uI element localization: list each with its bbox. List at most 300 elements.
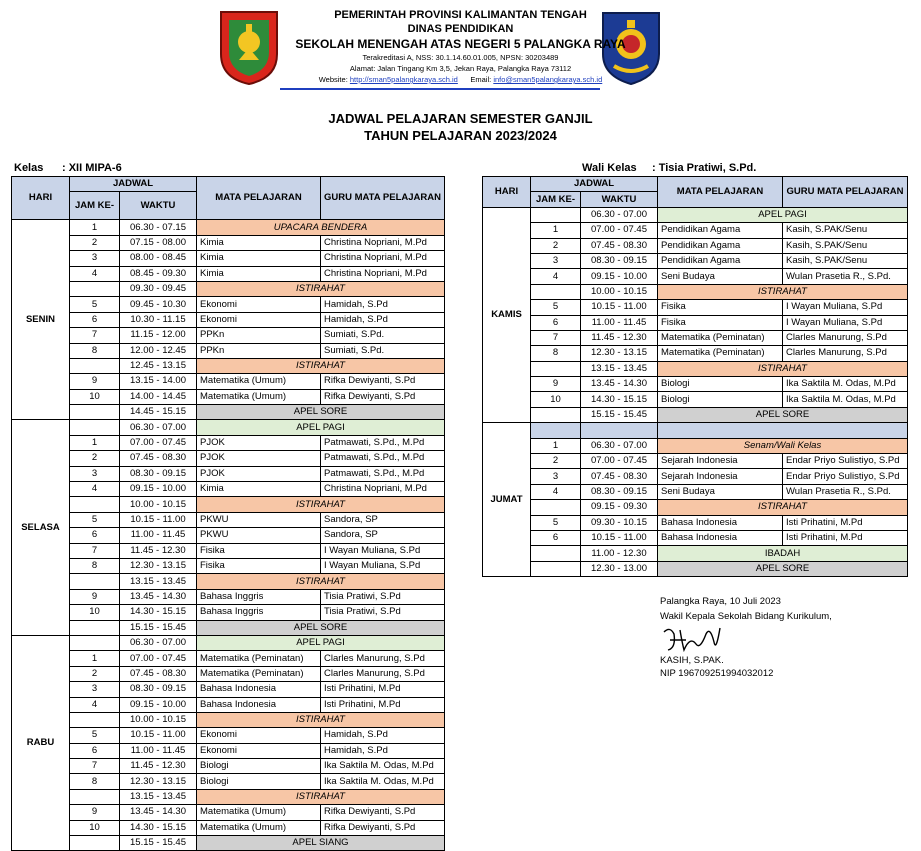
waktu-cell: 11.00 - 11.45 bbox=[120, 743, 197, 758]
guru-cell: Sumiati, S.Pd. bbox=[321, 343, 445, 358]
table-row bbox=[12, 743, 445, 758]
guru-cell: Kasih, S.PAK/Senu bbox=[783, 253, 908, 268]
jam-cell: 1 bbox=[70, 651, 120, 666]
table-row bbox=[12, 512, 445, 527]
waktu-cell: 15.15 - 15.45 bbox=[581, 407, 658, 422]
waktu-cell: 07.00 - 07.45 bbox=[581, 454, 658, 469]
mapel-cell: Bahasa Indonesia bbox=[658, 530, 783, 545]
table-row bbox=[483, 546, 908, 561]
waktu-cell: 07.45 - 08.30 bbox=[120, 451, 197, 466]
jam-cell bbox=[531, 407, 581, 422]
jam-cell: 9 bbox=[70, 374, 120, 389]
mapel-cell: Kimia bbox=[197, 482, 321, 497]
mapel-cell: PKWU bbox=[197, 512, 321, 527]
table-row bbox=[12, 220, 445, 235]
table-row bbox=[483, 377, 908, 392]
jam-cell: 8 bbox=[70, 558, 120, 573]
jam-cell: 10 bbox=[70, 605, 120, 620]
waktu-cell: 15.15 - 15.45 bbox=[120, 836, 197, 851]
table-row bbox=[12, 666, 445, 681]
guru-cell: Kasih, S.PAK/Senu bbox=[783, 223, 908, 238]
jam-cell: 5 bbox=[531, 300, 581, 315]
waktu-cell: 09.30 - 09.45 bbox=[120, 281, 197, 296]
waktu-cell: 13.45 - 14.30 bbox=[120, 805, 197, 820]
guru-cell: I Wayan Muliana, S.Pd bbox=[783, 315, 908, 330]
table-row bbox=[12, 528, 445, 543]
jam-cell: 1 bbox=[531, 223, 581, 238]
table-row bbox=[483, 269, 908, 284]
mapel-cell: Pendidikan Agama bbox=[658, 253, 783, 268]
header-jam: JAM KE- bbox=[70, 192, 120, 220]
mapel-cell: Pendidikan Agama bbox=[658, 223, 783, 238]
table-row bbox=[12, 328, 445, 343]
table-row bbox=[483, 561, 908, 576]
guru-cell: Sandora, SP bbox=[321, 512, 445, 527]
mapel-cell: PJOK bbox=[197, 451, 321, 466]
waktu-cell: 07.00 - 07.45 bbox=[581, 223, 658, 238]
guru-cell: Isti Prihatini, M.Pd bbox=[783, 515, 908, 530]
table-row bbox=[483, 361, 908, 376]
jam-cell bbox=[70, 620, 120, 635]
website-label: Website: bbox=[318, 75, 348, 84]
waktu-cell: 07.00 - 07.45 bbox=[120, 651, 197, 666]
letterhead-line1: PEMERINTAH PROVINSI KALIMANTAN TENGAH bbox=[334, 9, 587, 21]
event-cell: ISTIRAHAT bbox=[658, 500, 908, 515]
jam-cell: 2 bbox=[531, 454, 581, 469]
table-row bbox=[12, 543, 445, 558]
jam-cell bbox=[70, 635, 120, 650]
waktu-cell: 09.30 - 10.15 bbox=[581, 515, 658, 530]
guru-cell: Rifka Dewiyanti, S.Pd bbox=[321, 374, 445, 389]
mapel-cell: Ekonomi bbox=[197, 728, 321, 743]
mapel-cell: Bahasa Indonesia bbox=[197, 697, 321, 712]
table-row bbox=[12, 789, 445, 804]
table-row bbox=[483, 530, 908, 545]
table-row bbox=[12, 820, 445, 835]
event-cell: UPACARA BENDERA bbox=[197, 220, 445, 235]
guru-cell: Christina Nopriani, M.Pd bbox=[321, 482, 445, 497]
mapel-cell: Fisika bbox=[197, 558, 321, 573]
header-guru: GURU MATA PELAJARAN bbox=[321, 177, 445, 220]
waktu-cell: 06.30 - 07.00 bbox=[120, 420, 197, 435]
jam-cell: 5 bbox=[70, 728, 120, 743]
jam-cell bbox=[70, 712, 120, 727]
mapel-cell: Matematika (Peminatan) bbox=[658, 330, 783, 345]
table-row bbox=[12, 343, 445, 358]
event-cell: ISTIRAHAT bbox=[197, 281, 445, 296]
jam-cell: 6 bbox=[70, 528, 120, 543]
table-row bbox=[12, 605, 445, 620]
jam-cell: 5 bbox=[70, 512, 120, 527]
guru-cell: Christina Nopriani, M.Pd bbox=[321, 235, 445, 250]
mapel-cell: PPKn bbox=[197, 328, 321, 343]
header-jam: JAM KE- bbox=[531, 192, 581, 207]
jam-cell: 5 bbox=[531, 515, 581, 530]
event-cell: ISTIRAHAT bbox=[197, 497, 445, 512]
mapel-cell: PJOK bbox=[197, 466, 321, 481]
guru-cell: Hamidah, S.Pd bbox=[321, 743, 445, 758]
jam-cell: 1 bbox=[70, 220, 120, 235]
event-cell: ISTIRAHAT bbox=[197, 712, 445, 727]
event-cell: APEL SORE bbox=[197, 405, 445, 420]
guru-cell: Ika Saktila M. Odas, M.Pd bbox=[321, 759, 445, 774]
mapel-cell: Bahasa Inggris bbox=[197, 605, 321, 620]
mapel-cell: Bahasa Indonesia bbox=[658, 515, 783, 530]
waktu-cell: 14.00 - 14.45 bbox=[120, 389, 197, 404]
jam-cell: 4 bbox=[70, 482, 120, 497]
jam-cell: 7 bbox=[70, 759, 120, 774]
day-cell: RABU bbox=[12, 635, 70, 850]
waktu-cell: 10.15 - 11.00 bbox=[581, 300, 658, 315]
waktu-cell: 14.30 - 15.15 bbox=[581, 392, 658, 407]
table-row bbox=[12, 558, 445, 573]
table-row bbox=[483, 330, 908, 345]
jam-cell bbox=[531, 561, 581, 576]
table-row bbox=[483, 438, 908, 453]
jam-cell bbox=[70, 420, 120, 435]
mapel-cell: PPKn bbox=[197, 343, 321, 358]
table-row bbox=[12, 728, 445, 743]
waktu-cell: 13.45 - 14.30 bbox=[120, 589, 197, 604]
header-hari: HARI bbox=[483, 177, 531, 208]
waktu-cell: 15.15 - 15.45 bbox=[120, 620, 197, 635]
waktu-cell: 09.45 - 10.30 bbox=[120, 297, 197, 312]
jam-cell bbox=[531, 546, 581, 561]
jam-cell bbox=[531, 207, 581, 222]
guru-cell: Patmawati, S.Pd., M.Pd bbox=[321, 466, 445, 481]
kelas-label: Kelas bbox=[14, 162, 44, 174]
jam-cell: 4 bbox=[531, 269, 581, 284]
table-row bbox=[12, 251, 445, 266]
mapel-cell: PJOK bbox=[197, 435, 321, 450]
waktu-cell: 09.15 - 10.00 bbox=[581, 269, 658, 284]
email-label: Email: bbox=[470, 75, 492, 84]
header-waktu: WAKTU bbox=[581, 192, 658, 207]
waktu-cell: 12.30 - 13.00 bbox=[581, 561, 658, 576]
mapel-cell: Ekonomi bbox=[197, 312, 321, 327]
waktu-cell: 11.45 - 12.30 bbox=[581, 330, 658, 345]
jam-cell bbox=[70, 281, 120, 296]
waktu-cell: 08.30 - 09.15 bbox=[581, 484, 658, 499]
jam-cell: 6 bbox=[531, 530, 581, 545]
header-mapel: MATA PELAJARAN bbox=[197, 177, 321, 220]
jam-cell: 7 bbox=[531, 330, 581, 345]
waktu-cell: 08.45 - 09.30 bbox=[120, 266, 197, 281]
mapel-cell: PKWU bbox=[197, 528, 321, 543]
mapel-cell: Pendidikan Agama bbox=[658, 238, 783, 253]
table-row bbox=[12, 574, 445, 589]
jam-cell: 8 bbox=[70, 774, 120, 789]
guru-cell: I Wayan Muliana, S.Pd bbox=[321, 558, 445, 573]
jam-cell: 4 bbox=[531, 484, 581, 499]
guru-cell: Hamidah, S.Pd bbox=[321, 312, 445, 327]
mapel-cell: Matematika (Peminatan) bbox=[197, 666, 321, 681]
table-row bbox=[12, 774, 445, 789]
guru-cell: Isti Prihatini, M.Pd bbox=[321, 682, 445, 697]
jam-cell: 3 bbox=[531, 469, 581, 484]
guru-cell: Rifka Dewiyanti, S.Pd bbox=[321, 820, 445, 835]
event-cell: APEL SORE bbox=[197, 620, 445, 635]
mapel-cell: Fisika bbox=[658, 315, 783, 330]
guru-cell: Christina Nopriani, M.Pd bbox=[321, 251, 445, 266]
guru-cell: Clarles Manurung, S.Pd bbox=[783, 330, 908, 345]
waktu-cell: 09.15 - 10.00 bbox=[120, 697, 197, 712]
table-row bbox=[12, 420, 445, 435]
table-row bbox=[12, 435, 445, 450]
jam-cell: 2 bbox=[70, 235, 120, 250]
waktu-cell: 13.15 - 13.45 bbox=[120, 574, 197, 589]
waktu-cell: 08.00 - 08.45 bbox=[120, 251, 197, 266]
table-row bbox=[12, 620, 445, 635]
jam-cell: 3 bbox=[70, 682, 120, 697]
guru-cell: I Wayan Muliana, S.Pd bbox=[783, 300, 908, 315]
jam-cell bbox=[531, 361, 581, 376]
mapel-cell: Matematika (Peminatan) bbox=[658, 346, 783, 361]
guru-cell: Tisia Pratiwi, S.Pd bbox=[321, 589, 445, 604]
mapel-cell: Seni Budaya bbox=[658, 269, 783, 284]
guru-cell: Tisia Pratiwi, S.Pd bbox=[321, 605, 445, 620]
letterhead-divider bbox=[280, 88, 600, 90]
jam-cell: 4 bbox=[70, 266, 120, 281]
table-row bbox=[12, 451, 445, 466]
letterhead-school-name: SEKOLAH MENENGAH ATAS NEGERI 5 PALANGKA RAYA bbox=[295, 37, 626, 51]
waktu-cell: 10.15 - 11.00 bbox=[581, 530, 658, 545]
guru-cell: Endar Priyo Sulistiyo, S.Pd bbox=[783, 469, 908, 484]
table-row bbox=[12, 297, 445, 312]
jam-cell: 6 bbox=[70, 743, 120, 758]
table-row bbox=[12, 712, 445, 727]
mapel-cell: Ekonomi bbox=[197, 743, 321, 758]
waktu-cell: 13.15 - 14.00 bbox=[120, 374, 197, 389]
guru-cell: Rifka Dewiyanti, S.Pd bbox=[321, 389, 445, 404]
waktu-cell: 07.00 - 07.45 bbox=[120, 435, 197, 450]
day-cell: SELASA bbox=[12, 420, 70, 635]
event-cell: Senam/Wali Kelas bbox=[658, 438, 908, 453]
jam-cell bbox=[531, 423, 581, 438]
table-row bbox=[12, 651, 445, 666]
guru-cell: Ika Saktila M. Odas, M.Pd bbox=[783, 377, 908, 392]
mapel-cell: Matematika (Umum) bbox=[197, 820, 321, 835]
table-row bbox=[12, 466, 445, 481]
table-row bbox=[483, 346, 908, 361]
waktu-cell: 08.30 - 09.15 bbox=[120, 682, 197, 697]
jam-cell bbox=[70, 836, 120, 851]
jam-cell: 9 bbox=[531, 377, 581, 392]
waktu-cell: 12.00 - 12.45 bbox=[120, 343, 197, 358]
event-cell: ISTIRAHAT bbox=[197, 358, 445, 373]
table-row bbox=[483, 500, 908, 515]
jam-cell: 9 bbox=[70, 805, 120, 820]
handwritten-signature bbox=[660, 622, 724, 654]
waktu-cell: 10.00 - 10.15 bbox=[120, 712, 197, 727]
mapel-cell: Fisika bbox=[197, 543, 321, 558]
jam-cell: 4 bbox=[70, 697, 120, 712]
event-cell: ISTIRAHAT bbox=[197, 574, 445, 589]
mapel-cell: Sejarah Indonesia bbox=[658, 469, 783, 484]
jam-cell: 7 bbox=[70, 543, 120, 558]
table-row bbox=[483, 423, 908, 438]
event-cell: APEL SIANG bbox=[197, 836, 445, 851]
waktu-cell: 12.45 - 13.15 bbox=[120, 358, 197, 373]
wali-kelas-label: Wali Kelas bbox=[582, 162, 637, 174]
waktu-cell: 07.15 - 08.00 bbox=[120, 235, 197, 250]
waktu-cell bbox=[581, 423, 658, 438]
table-row bbox=[483, 284, 908, 299]
jam-cell: 8 bbox=[531, 346, 581, 361]
mapel-cell: Matematika (Umum) bbox=[197, 389, 321, 404]
waktu-cell: 06.30 - 07.00 bbox=[581, 438, 658, 453]
mapel-cell: Bahasa Indonesia bbox=[197, 682, 321, 697]
guru-cell: Sandora, SP bbox=[321, 528, 445, 543]
waktu-cell: 10.15 - 11.00 bbox=[120, 512, 197, 527]
guru-cell: Christina Nopriani, M.Pd bbox=[321, 266, 445, 281]
email-link[interactable]: info@sman5palangkaraya.sch.id bbox=[493, 75, 603, 84]
event-cell: APEL SORE bbox=[658, 407, 908, 422]
jam-cell: 2 bbox=[70, 451, 120, 466]
event-cell: ISTIRAHAT bbox=[658, 361, 908, 376]
guru-cell: Clarles Manurung, S.Pd bbox=[321, 651, 445, 666]
event-cell: APEL PAGI bbox=[197, 635, 445, 650]
signature-position: Wakil Kepala Sekolah Bidang Kurikulum, bbox=[660, 611, 832, 622]
guru-cell: Isti Prihatini, M.Pd bbox=[321, 697, 445, 712]
table-row bbox=[12, 836, 445, 851]
waktu-cell: 11.00 - 11.45 bbox=[581, 315, 658, 330]
table-row bbox=[483, 392, 908, 407]
day-cell: JUMAT bbox=[483, 423, 531, 577]
table-row bbox=[483, 484, 908, 499]
waktu-cell: 11.45 - 12.30 bbox=[120, 759, 197, 774]
waktu-cell: 09.15 - 09.30 bbox=[581, 500, 658, 515]
event-cell: IBADAH bbox=[658, 546, 908, 561]
waktu-cell: 10.00 - 10.15 bbox=[581, 284, 658, 299]
day-cell: SENIN bbox=[12, 220, 70, 420]
mapel-cell: Fisika bbox=[658, 300, 783, 315]
mapel-cell: Bahasa Inggris bbox=[197, 589, 321, 604]
jam-cell: 1 bbox=[531, 438, 581, 453]
waktu-cell: 10.30 - 11.15 bbox=[120, 312, 197, 327]
waktu-cell: 13.45 - 14.30 bbox=[581, 377, 658, 392]
jam-cell bbox=[70, 789, 120, 804]
table-row bbox=[12, 266, 445, 281]
guru-cell: Kasih, S.PAK/Senu bbox=[783, 238, 908, 253]
guru-cell: Hamidah, S.Pd bbox=[321, 297, 445, 312]
guru-cell: Isti Prihatini, M.Pd bbox=[783, 530, 908, 545]
header-hari: HARI bbox=[12, 177, 70, 220]
mapel-cell: Sejarah Indonesia bbox=[658, 454, 783, 469]
page-title: JADWAL PELAJARAN SEMESTER GANJIL bbox=[328, 111, 593, 126]
schedule-table-left bbox=[11, 176, 445, 851]
mapel-cell: Biologi bbox=[658, 392, 783, 407]
waktu-cell: 12.30 - 13.15 bbox=[120, 558, 197, 573]
waktu-cell: 11.45 - 12.30 bbox=[120, 543, 197, 558]
kelas-value: : XII MIPA-6 bbox=[62, 162, 122, 174]
header-mapel: MATA PELAJARAN bbox=[658, 177, 783, 208]
jam-cell bbox=[70, 358, 120, 373]
table-row bbox=[483, 238, 908, 253]
letterhead-accreditation: Terakreditasi A, NSS: 30.1.14.60.01.005, NPSN: 30203489 bbox=[362, 53, 559, 62]
waktu-cell: 11.00 - 11.45 bbox=[120, 528, 197, 543]
header-waktu: WAKTU bbox=[120, 192, 197, 220]
jam-cell: 10 bbox=[70, 820, 120, 835]
table-row bbox=[12, 497, 445, 512]
table-row bbox=[483, 253, 908, 268]
mapel-cell: Kimia bbox=[197, 235, 321, 250]
table-row bbox=[12, 682, 445, 697]
signature-nip: NIP 196709251994032012 bbox=[660, 668, 774, 679]
mapel-cell: Kimia bbox=[197, 251, 321, 266]
jam-cell: 10 bbox=[70, 389, 120, 404]
waktu-cell: 14.30 - 15.15 bbox=[120, 820, 197, 835]
jam-cell: 8 bbox=[70, 343, 120, 358]
jam-cell: 2 bbox=[531, 238, 581, 253]
header-guru: GURU MATA PELAJARAN bbox=[783, 177, 908, 208]
table-row bbox=[12, 312, 445, 327]
jam-cell: 3 bbox=[531, 253, 581, 268]
waktu-cell: 08.30 - 09.15 bbox=[120, 466, 197, 481]
table-row bbox=[12, 805, 445, 820]
event-cell bbox=[658, 423, 908, 438]
signature-name: KASIH, S.PAK. bbox=[660, 655, 724, 666]
table-row bbox=[483, 207, 908, 222]
table-row bbox=[12, 405, 445, 420]
table-row bbox=[483, 515, 908, 530]
letterhead-line2: DINAS PENDIDIKAN bbox=[407, 23, 514, 35]
event-cell: APEL SORE bbox=[658, 561, 908, 576]
jam-cell: 5 bbox=[70, 297, 120, 312]
guru-cell: Sumiati, S.Pd. bbox=[321, 328, 445, 343]
header-jadwal: JADWAL bbox=[531, 177, 658, 192]
mapel-cell: Biologi bbox=[197, 774, 321, 789]
guru-cell: Wulan Prasetia R., S.Pd. bbox=[783, 269, 908, 284]
table-row bbox=[12, 589, 445, 604]
table-row bbox=[12, 235, 445, 250]
waktu-cell: 14.30 - 15.15 bbox=[120, 605, 197, 620]
jam-cell: 3 bbox=[70, 251, 120, 266]
mapel-cell: Matematika (Umum) bbox=[197, 374, 321, 389]
table-row bbox=[483, 315, 908, 330]
table-row bbox=[483, 407, 908, 422]
waktu-cell: 12.30 - 13.15 bbox=[120, 774, 197, 789]
jam-cell bbox=[70, 405, 120, 420]
guru-cell: Clarles Manurung, S.Pd bbox=[783, 346, 908, 361]
page-subtitle: TAHUN PELAJARAN 2023/2024 bbox=[364, 128, 557, 143]
mapel-cell: Biologi bbox=[658, 377, 783, 392]
wali-kelas-value: : Tisia Pratiwi, S.Pd. bbox=[652, 162, 757, 174]
day-cell: KAMIS bbox=[483, 207, 531, 422]
mapel-cell: Ekonomi bbox=[197, 297, 321, 312]
table-row bbox=[483, 469, 908, 484]
event-cell: ISTIRAHAT bbox=[658, 284, 908, 299]
waktu-cell: 11.00 - 12.30 bbox=[581, 546, 658, 561]
jam-cell: 3 bbox=[70, 466, 120, 481]
guru-cell: Wulan Prasetia R., S.Pd. bbox=[783, 484, 908, 499]
mapel-cell: Matematika (Umum) bbox=[197, 805, 321, 820]
waktu-cell: 06.30 - 07.00 bbox=[581, 207, 658, 222]
waktu-cell: 09.15 - 10.00 bbox=[120, 482, 197, 497]
mapel-cell: Seni Budaya bbox=[658, 484, 783, 499]
waktu-cell: 10.15 - 11.00 bbox=[120, 728, 197, 743]
table-row bbox=[483, 454, 908, 469]
waktu-cell: 07.45 - 08.30 bbox=[120, 666, 197, 681]
waktu-cell: 13.15 - 13.45 bbox=[581, 361, 658, 376]
jam-cell bbox=[70, 574, 120, 589]
guru-cell: Ika Saktila M. Odas, M.Pd bbox=[321, 774, 445, 789]
website-link[interactable]: http://sman5palangkaraya.sch.id bbox=[349, 75, 458, 84]
guru-cell: Ika Saktila M. Odas, M.Pd bbox=[783, 392, 908, 407]
mapel-cell: Matematika (Peminatan) bbox=[197, 651, 321, 666]
jam-cell bbox=[70, 497, 120, 512]
header-jadwal: JADWAL bbox=[70, 177, 197, 192]
